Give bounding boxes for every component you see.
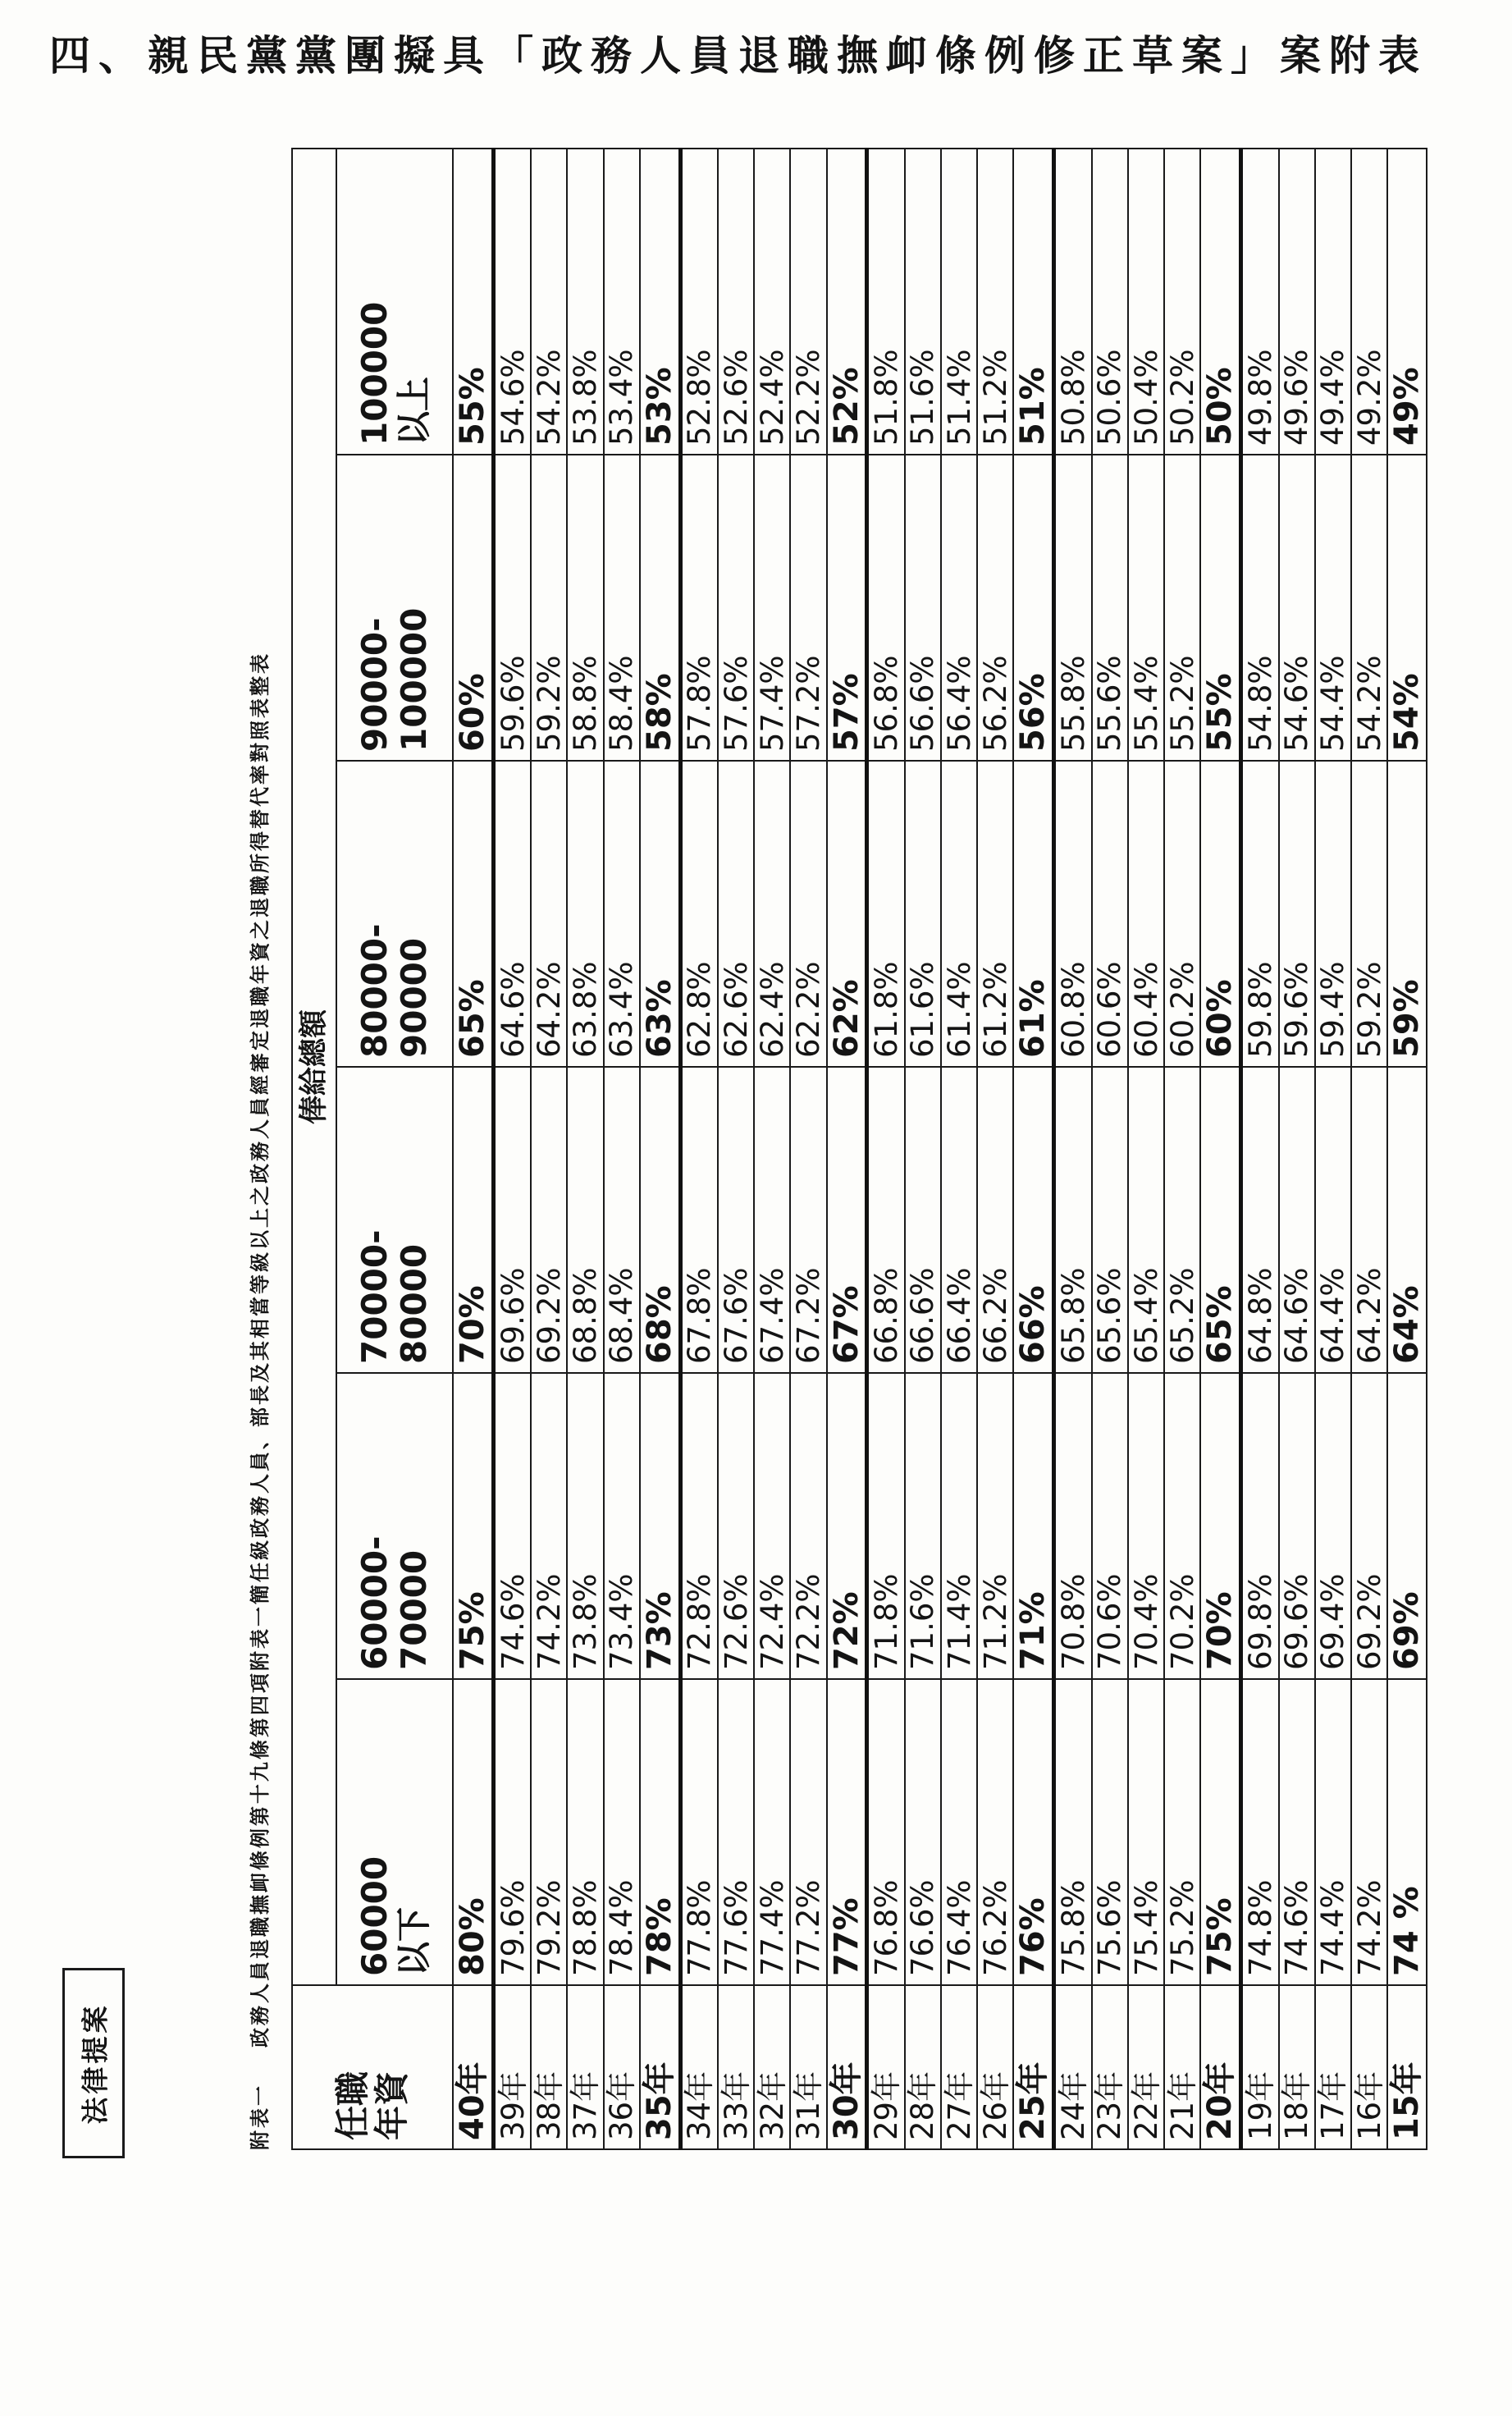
band-header xyxy=(336,1067,453,1373)
rate-cell: 59% xyxy=(1387,761,1427,1067)
rate-cell: 62.2% xyxy=(790,761,826,1067)
years-cell: 22年 xyxy=(1128,1985,1164,2149)
rate-cell: 53.8% xyxy=(567,149,603,455)
rate-cell: 74.6% xyxy=(1279,1679,1315,1985)
table-row xyxy=(867,149,905,2149)
rate-cell: 73.4% xyxy=(604,1373,640,1679)
rate-cell: 52% xyxy=(827,149,867,455)
rate-cell: 59.8% xyxy=(1241,761,1279,1067)
rate-cell: 64.8% xyxy=(1241,1067,1279,1373)
band-line2: 70000 xyxy=(394,1549,434,1670)
rate-cell: 62.6% xyxy=(718,761,754,1067)
rate-cell: 67.4% xyxy=(754,1067,790,1373)
rate-cell: 61.2% xyxy=(977,761,1013,1067)
table-row xyxy=(640,149,680,2149)
table-row xyxy=(1279,149,1315,2149)
band-line2: 80000 xyxy=(394,1243,434,1364)
rate-cell: 61.4% xyxy=(941,761,977,1067)
table-caption xyxy=(242,652,278,2150)
rate-cell: 63.8% xyxy=(567,761,603,1067)
rate-cell: 70.8% xyxy=(1054,1373,1092,1679)
rate-cell: 66% xyxy=(1013,1067,1053,1373)
years-cell: 27年 xyxy=(941,1985,977,2149)
rate-cell: 71.6% xyxy=(905,1373,941,1679)
rate-cell: 60.8% xyxy=(1054,761,1092,1067)
table-row xyxy=(977,149,1013,2149)
rate-cell: 57.2% xyxy=(790,455,826,761)
rate-cell: 54% xyxy=(1387,455,1427,761)
rate-cell: 72.6% xyxy=(718,1373,754,1679)
years-cell: 26年 xyxy=(977,1985,1013,2149)
rate-cell: 72% xyxy=(827,1373,867,1679)
rate-cell: 75.4% xyxy=(1128,1679,1164,1985)
years-cell: 24年 xyxy=(1054,1985,1092,2149)
band-line1: 70000- xyxy=(354,1229,395,1364)
years-cell: 34年 xyxy=(680,1985,718,2149)
rate-cell: 63.4% xyxy=(604,761,640,1067)
rate-cell: 54.8% xyxy=(1241,455,1279,761)
band-header xyxy=(336,149,453,455)
table-row xyxy=(1200,149,1240,2149)
rate-cell: 49% xyxy=(1387,149,1427,455)
rate-cell: 59.4% xyxy=(1315,761,1351,1067)
header-row-group xyxy=(292,149,336,2149)
rate-cell: 60.4% xyxy=(1128,761,1164,1067)
rate-cell: 50.8% xyxy=(1054,149,1092,455)
caption-text: 政務人員退職撫卹條例第十九條第四項附表一簡任級政務人員、部長及其相當等級以上之政務人員經審定退職年資之退職所得替代率對照表整表 xyxy=(248,652,272,2048)
years-cell: 38年 xyxy=(531,1985,567,2149)
rate-cell: 76.8% xyxy=(867,1679,905,1985)
band-line1: 80000- xyxy=(354,923,395,1058)
rate-cell: 78.4% xyxy=(604,1679,640,1985)
years-cell: 21年 xyxy=(1164,1985,1200,2149)
rate-cell: 75.2% xyxy=(1164,1679,1200,1985)
rate-cell: 60% xyxy=(1200,761,1240,1067)
rate-cell: 54.2% xyxy=(1351,455,1387,761)
years-cell: 18年 xyxy=(1279,1985,1315,2149)
rate-cell: 75% xyxy=(453,1373,493,1679)
band-line1: 100000 xyxy=(354,301,395,446)
rate-cell: 65.8% xyxy=(1054,1067,1092,1373)
rate-cell: 55.2% xyxy=(1164,455,1200,761)
rate-cell: 49.4% xyxy=(1315,149,1351,455)
years-cell: 33年 xyxy=(718,1985,754,2149)
side-stamp xyxy=(62,1968,125,2158)
rate-cell: 51.6% xyxy=(905,149,941,455)
band-line2: 90000 xyxy=(394,937,434,1058)
rate-cell: 78.8% xyxy=(567,1679,603,1985)
rate-cell: 64.2% xyxy=(1351,1067,1387,1373)
rate-cell: 74.2% xyxy=(531,1373,567,1679)
rate-cell: 52.2% xyxy=(790,149,826,455)
rate-cell: 52.8% xyxy=(680,149,718,455)
table-row xyxy=(1241,149,1279,2149)
table-row xyxy=(1387,149,1427,2149)
table-row xyxy=(493,149,531,2149)
years-cell: 37年 xyxy=(567,1985,603,2149)
rate-cell: 54.2% xyxy=(531,149,567,455)
rate-cell: 77.4% xyxy=(754,1679,790,1985)
rate-cell: 61.8% xyxy=(867,761,905,1067)
table-row xyxy=(1092,149,1128,2149)
table-row xyxy=(1164,149,1200,2149)
band-line2: 以下 xyxy=(394,1906,434,1976)
replacement-rate-table xyxy=(291,148,1427,2150)
rate-cell: 60.2% xyxy=(1164,761,1200,1067)
rate-cell: 61% xyxy=(1013,761,1053,1067)
rate-cell: 70% xyxy=(1200,1373,1240,1679)
rate-cell: 65.6% xyxy=(1092,1067,1128,1373)
rate-cell: 64.4% xyxy=(1315,1067,1351,1373)
band-line1: 60000- xyxy=(354,1535,395,1670)
rate-cell: 55% xyxy=(1200,455,1240,761)
rate-cell: 65.4% xyxy=(1128,1067,1164,1373)
rate-cell: 65% xyxy=(1200,1067,1240,1373)
rate-cell: 80% xyxy=(453,1679,493,1985)
rate-cell: 75.8% xyxy=(1054,1679,1092,1985)
rate-cell: 67% xyxy=(827,1067,867,1373)
years-cell: 28年 xyxy=(905,1985,941,2149)
rate-cell: 55.4% xyxy=(1128,455,1164,761)
band-line2: 100000 xyxy=(394,607,434,752)
rate-cell: 77.2% xyxy=(790,1679,826,1985)
rate-cell: 71.2% xyxy=(977,1373,1013,1679)
rate-cell: 68% xyxy=(640,1067,680,1373)
rate-cell: 62.8% xyxy=(680,761,718,1067)
rate-cell: 78% xyxy=(640,1679,680,1985)
table-body xyxy=(453,149,1427,2149)
rate-cell: 75.6% xyxy=(1092,1679,1128,1985)
rate-cell: 77% xyxy=(827,1679,867,1985)
corner-line2: 年資 xyxy=(372,2071,412,2140)
rate-cell: 66.6% xyxy=(905,1067,941,1373)
table-row xyxy=(718,149,754,2149)
rate-cell: 61.6% xyxy=(905,761,941,1067)
rate-cell: 74.2% xyxy=(1351,1679,1387,1985)
rate-cell: 54.6% xyxy=(1279,455,1315,761)
rate-cell: 51.2% xyxy=(977,149,1013,455)
rate-cell: 67.8% xyxy=(680,1067,718,1373)
rate-cell: 57.6% xyxy=(718,455,754,761)
rate-cell: 51% xyxy=(1013,149,1053,455)
years-cell: 31年 xyxy=(790,1985,826,2149)
table-row xyxy=(754,149,790,2149)
rate-cell: 69.2% xyxy=(531,1067,567,1373)
rate-cell: 72.8% xyxy=(680,1373,718,1679)
years-cell: 35年 xyxy=(640,1985,680,2149)
rate-cell: 76% xyxy=(1013,1679,1053,1985)
rate-cell: 62.4% xyxy=(754,761,790,1067)
band-header xyxy=(336,1679,453,1985)
table-row xyxy=(680,149,718,2149)
years-cell: 25年 xyxy=(1013,1985,1053,2149)
table-row xyxy=(604,149,640,2149)
rate-cell: 57.4% xyxy=(754,455,790,761)
rate-cell: 64.6% xyxy=(493,761,531,1067)
table-row xyxy=(531,149,567,2149)
rate-cell: 56.6% xyxy=(905,455,941,761)
rate-cell: 51.4% xyxy=(941,149,977,455)
years-cell: 20年 xyxy=(1200,1985,1240,2149)
rate-cell: 49.8% xyxy=(1241,149,1279,455)
rate-cell: 67.6% xyxy=(718,1067,754,1373)
corner-line1: 任職 xyxy=(332,2071,372,2140)
years-cell: 17年 xyxy=(1315,1985,1351,2149)
band-header xyxy=(336,761,453,1067)
years-cell: 29年 xyxy=(867,1985,905,2149)
table-row xyxy=(1351,149,1387,2149)
rotated-table-section xyxy=(242,148,1512,2150)
rate-cell: 76.4% xyxy=(941,1679,977,1985)
table-row xyxy=(905,149,941,2149)
rate-cell: 64% xyxy=(1387,1067,1427,1373)
band-line1: 60000 xyxy=(354,1855,395,1976)
rate-cell: 50.2% xyxy=(1164,149,1200,455)
group-header: 俸給總額 xyxy=(292,149,336,1985)
years-cell: 30年 xyxy=(827,1985,867,2149)
band-line1: 90000- xyxy=(354,617,395,752)
rate-cell: 79.6% xyxy=(493,1679,531,1985)
table-row xyxy=(567,149,603,2149)
rate-cell: 58.8% xyxy=(567,455,603,761)
rate-cell: 68.8% xyxy=(567,1067,603,1373)
rate-cell: 70% xyxy=(453,1067,493,1373)
side-stamp-label: 法律提案 xyxy=(79,2002,112,2124)
rate-cell: 56.8% xyxy=(867,455,905,761)
rate-cell: 52.4% xyxy=(754,149,790,455)
rate-cell: 58% xyxy=(640,455,680,761)
table-row xyxy=(1128,149,1164,2149)
rate-cell: 54.4% xyxy=(1315,455,1351,761)
table-header xyxy=(292,149,453,2149)
corner-header xyxy=(292,1985,453,2149)
rate-cell: 60% xyxy=(453,455,493,761)
rate-cell: 75% xyxy=(1200,1679,1240,1985)
years-cell: 39年 xyxy=(493,1985,531,2149)
years-cell: 32年 xyxy=(754,1985,790,2149)
page-title: 四、親民黨黨團擬具「政務人員退職撫卹條例修正草案」案附表 xyxy=(49,31,1427,80)
rate-cell: 64.2% xyxy=(531,761,567,1067)
rate-cell: 50.6% xyxy=(1092,149,1128,455)
rate-cell: 67.2% xyxy=(790,1067,826,1373)
rate-cell: 50.4% xyxy=(1128,149,1164,455)
rate-cell: 51.8% xyxy=(867,149,905,455)
rate-cell: 59.2% xyxy=(531,455,567,761)
years-cell: 19年 xyxy=(1241,1985,1279,2149)
years-cell: 16年 xyxy=(1351,1985,1387,2149)
table-row xyxy=(827,149,867,2149)
rate-cell: 69.8% xyxy=(1241,1373,1279,1679)
band-header xyxy=(336,1373,453,1679)
rate-cell: 74.8% xyxy=(1241,1679,1279,1985)
years-cell: 23年 xyxy=(1092,1985,1128,2149)
rate-cell: 71.8% xyxy=(867,1373,905,1679)
rate-cell: 56% xyxy=(1013,455,1053,761)
rate-cell: 77.6% xyxy=(718,1679,754,1985)
rate-cell: 64.6% xyxy=(1279,1067,1315,1373)
rate-cell: 69.2% xyxy=(1351,1373,1387,1679)
rate-cell: 59.6% xyxy=(1279,761,1315,1067)
rate-cell: 60.6% xyxy=(1092,761,1128,1067)
table-row xyxy=(941,149,977,2149)
rate-cell: 66.2% xyxy=(977,1067,1013,1373)
rate-cell: 69% xyxy=(1387,1373,1427,1679)
rate-cell: 76.2% xyxy=(977,1679,1013,1985)
table-row xyxy=(790,149,826,2149)
rate-cell: 50% xyxy=(1200,149,1240,455)
rate-cell: 69.4% xyxy=(1315,1373,1351,1679)
rate-cell: 66.4% xyxy=(941,1067,977,1373)
rate-cell: 56.2% xyxy=(977,455,1013,761)
table-row xyxy=(453,149,493,2149)
rate-cell: 79.2% xyxy=(531,1679,567,1985)
rate-cell: 57% xyxy=(827,455,867,761)
rate-cell: 72.4% xyxy=(754,1373,790,1679)
rate-cell: 74.6% xyxy=(493,1373,531,1679)
table-row xyxy=(1054,149,1092,2149)
rate-cell: 59.2% xyxy=(1351,761,1387,1067)
rate-cell: 76.6% xyxy=(905,1679,941,1985)
rate-cell: 52.6% xyxy=(718,149,754,455)
rate-cell: 53.4% xyxy=(604,149,640,455)
rate-cell: 68.4% xyxy=(604,1067,640,1373)
table-row xyxy=(1013,149,1053,2149)
rate-cell: 65% xyxy=(453,761,493,1067)
rate-cell: 53% xyxy=(640,149,680,455)
rate-cell: 77.8% xyxy=(680,1679,718,1985)
table-row xyxy=(1315,149,1351,2149)
band-header xyxy=(336,455,453,761)
rate-cell: 72.2% xyxy=(790,1373,826,1679)
rate-cell: 55% xyxy=(453,149,493,455)
rate-cell: 56.4% xyxy=(941,455,977,761)
rate-cell: 66.8% xyxy=(867,1067,905,1373)
caption-label: 附表一 xyxy=(248,2084,272,2150)
header-row-bands xyxy=(336,149,453,2149)
rate-cell: 70.6% xyxy=(1092,1373,1128,1679)
rate-cell: 69.6% xyxy=(493,1067,531,1373)
rate-cell: 71% xyxy=(1013,1373,1053,1679)
rate-cell: 58.4% xyxy=(604,455,640,761)
years-cell: 40年 xyxy=(453,1985,493,2149)
rate-cell: 55.6% xyxy=(1092,455,1128,761)
rate-cell: 73% xyxy=(640,1373,680,1679)
rate-cell: 69.6% xyxy=(1279,1373,1315,1679)
rate-cell: 54.6% xyxy=(493,149,531,455)
years-cell: 15年 xyxy=(1387,1985,1427,2149)
rate-cell: 70.4% xyxy=(1128,1373,1164,1679)
rate-cell: 73.8% xyxy=(567,1373,603,1679)
band-line2: 以上 xyxy=(394,376,434,446)
rate-cell: 74.4% xyxy=(1315,1679,1351,1985)
rate-cell: 71.4% xyxy=(941,1373,977,1679)
rate-cell: 49.6% xyxy=(1279,149,1315,455)
rate-cell: 74 % xyxy=(1387,1679,1427,1985)
rate-cell: 59.6% xyxy=(493,455,531,761)
rate-cell: 70.2% xyxy=(1164,1373,1200,1679)
rate-cell: 57.8% xyxy=(680,455,718,761)
rate-cell: 55.8% xyxy=(1054,455,1092,761)
rate-cell: 62% xyxy=(827,761,867,1067)
rate-cell: 49.2% xyxy=(1351,149,1387,455)
rate-cell: 65.2% xyxy=(1164,1067,1200,1373)
years-cell: 36年 xyxy=(604,1985,640,2149)
rate-cell: 63% xyxy=(640,761,680,1067)
